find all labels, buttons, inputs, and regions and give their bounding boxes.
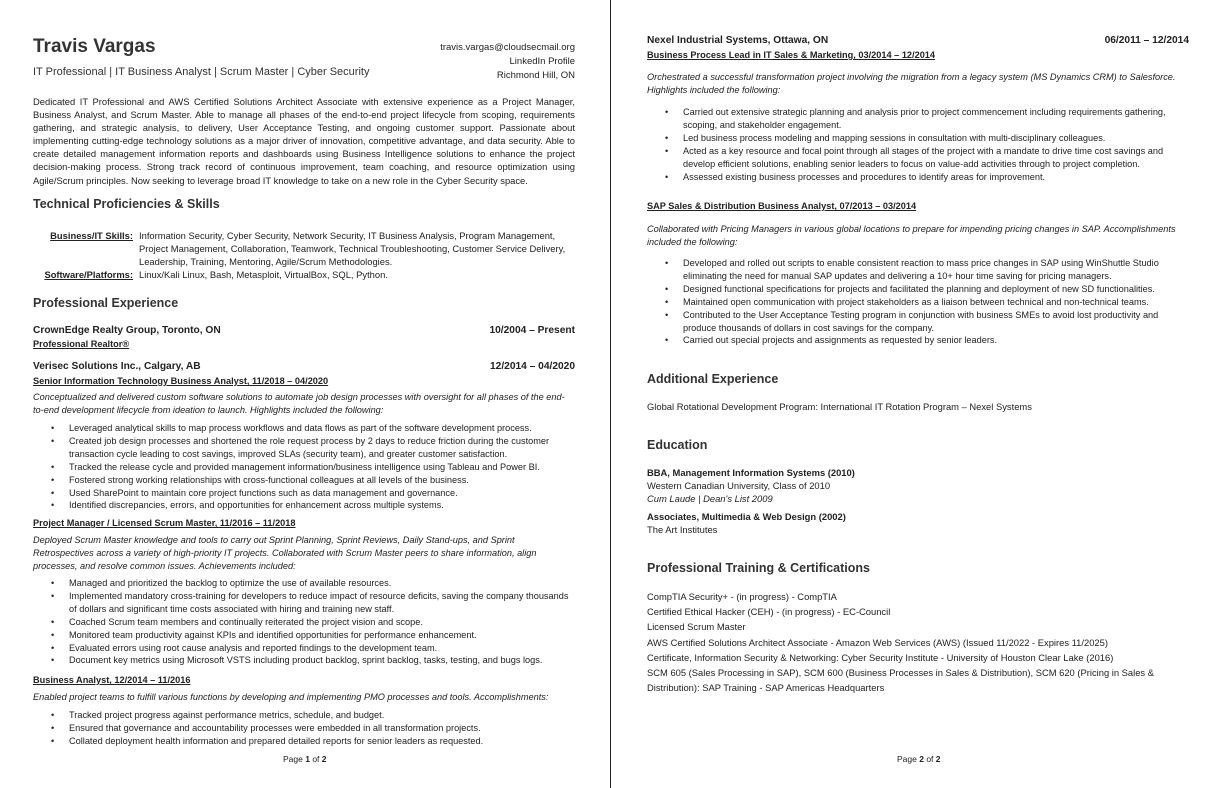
list-item: • Fostered strong working relationships with cross-functional colleagues at all levels of the business.	[69, 474, 575, 487]
role-title: Business Analyst, 12/2014 – 11/2016	[33, 675, 191, 685]
experience-heading: Professional Experience	[33, 296, 179, 310]
list-item: • Led business process modeling and mapping sessions in consultation with multi-disciplinary colleagues.	[683, 132, 1189, 145]
list-item: • Carried out extensive strategic planning and analysis prior to project commencement including requirements gathering, scoping, and stakeholder engagement.	[683, 106, 1189, 132]
bullet-list	[33, 577, 575, 667]
list-item: • Collated deployment health information and prepared detailed reports for senior leaders as requested.	[69, 735, 575, 748]
skills-heading: Technical Proficiencies & Skills	[33, 197, 220, 211]
list-item: • Managed and prioritized the backlog to optimize the use of available resources.	[69, 577, 575, 590]
skills-value: Linux/Kali Linux, Bash, Metasploit, VirtualBox, SQL, Python.	[139, 269, 388, 280]
role-title: SAP Sales & Distribution Business Analyst, 07/2013 – 03/2014	[647, 201, 917, 211]
honors-text: Cum Laude | Dean's List 2009	[647, 493, 773, 504]
linkedin-link[interactable]: LinkedIn Profile	[509, 56, 575, 67]
role-intro: Collaborated with Pricing Managers in various global locations to prepare for impending pricing changes in SAP. Accomplishments included the following:	[647, 224, 1176, 247]
role-title: Professional Realtor®	[33, 339, 130, 349]
list-item: • Acted as a key resource and focal point through all stages of the project with a mandate to drive time cost savings and develop efficient solutions, enabling senior leaders to focus on value-add activities through to project completion.	[683, 145, 1189, 171]
cert-item: Licensed Scrum Master	[647, 621, 746, 633]
role-title: Business Process Lead in IT Sales & Marketing, 03/2014 – 12/2014	[647, 50, 936, 60]
role-title: Project Manager / Licensed Scrum Master, 11/2016 – 11/2018	[33, 518, 296, 528]
list-item: • Identified discrepancies, errors, and opportunities for enhancement across multiple systems.	[69, 499, 575, 512]
role-intro: Enabled project teams to fulfill various functions by developing and implementing PMO processes and tools. Accomplishments:	[33, 692, 549, 702]
resume-page-1	[33, 0, 575, 788]
role-intro: Conceptualized and delivered custom software solutions to automate job design processes with oversight for all phases of the end-to-end development lifecycle from ideation to launch. Highlights included the following:	[33, 392, 565, 415]
list-item: • Tracked the release cycle and provided management information/business intelligence using Tableau and Power BI.	[69, 461, 575, 474]
summary-paragraph: Dedicated IT Professional and AWS Certified Solutions Architect Associate with extensive experience as a Project Manager, Business Analyst, and Scrum Master. Able to manage all phases of the end-to-end project lifecycle from scoping, requirements gathering, and strategic analysis, to delivery, User Acceptance Testing, and ongoing customer support. Passionate about implementing cutting-edge technology solutions as a major driver of innovation, competitive advantage, and data security. Able to create detailed management information reports and dashboards using Business Intelligence solutions to enhance the project decision-making process. Strong track record of continuous improvement, team coaching, and resource optimization using Agile/Scrum principles. Now seeking to leverage broad IT knowledge to take on a new role in the Cyber Security space.	[33, 96, 575, 186]
degree-title: Associates, Multimedia & Web Design (2002)	[647, 511, 846, 522]
school-name: The Art Institutes	[647, 524, 718, 535]
bullet-list	[647, 257, 1189, 347]
company-name: CrownEdge Realty Group, Toronto, ON	[33, 325, 221, 336]
list-item: • Created job design processes and shortened the role request process by 2 days to reduce friction during the customer transaction cycle leading to cost savings, improved SLAs (security team), and greater customer satisfaction.	[69, 435, 575, 461]
candidate-headline: IT Professional | IT Business Analyst | Scrum Master | Cyber Security	[33, 66, 370, 78]
education-entry	[647, 466, 855, 505]
list-item: • Tracked project progress against performance metrics, schedule, and budget.	[69, 709, 575, 722]
skills-row-software	[37, 268, 575, 282]
page-number: Page 2 of 2	[897, 754, 941, 764]
location-text: Richmond Hill, ON	[496, 70, 575, 81]
list-item: • Document key metrics using Microsoft VSTS including product backlog, sprint backlog, tasks, testing, and bugs logs.	[69, 654, 575, 667]
list-item: • Maintained open communication with project stakeholders as a liaison between technical and non-technical teams.	[683, 296, 1189, 309]
list-item: • Leveraged analytical skills to map process workflows and data flows as part of the software development process.	[69, 422, 575, 435]
list-item: • Assessed existing business processes and procedures to identify areas for improvement.	[683, 171, 1189, 184]
education-heading: Education	[647, 438, 708, 452]
list-item: • Designed functional specifications for projects and facilitated the planning and deployment of new SD functionalities.	[683, 283, 1189, 296]
page-divider	[610, 0, 611, 788]
bullet-list	[33, 422, 575, 512]
degree-title: BBA, Management Information Systems (2010)	[647, 467, 855, 478]
cert-item: CompTIA Security+ - (in progress) - CompTIA	[647, 591, 837, 602]
company-name: Verisec Solutions Inc., Calgary, AB	[33, 361, 201, 372]
candidate-name: Travis Vargas	[33, 36, 156, 57]
cert-list	[647, 589, 1189, 695]
job-dates: 12/2014 – 04/2020	[490, 361, 575, 372]
cert-item: Certified Ethical Hacker (CEH) - (in progress) - EC-Council	[647, 606, 891, 618]
additional-heading: Additional Experience	[647, 372, 779, 386]
resume-page-2	[647, 0, 1189, 788]
cert-item: Certificate, Information Security & Networking: Cyber Security Institute - University of Houston Clear Lake (2016)	[647, 651, 1114, 663]
list-item: • Used SharePoint to maintain core project functions such as data management and governance.	[69, 487, 575, 500]
email-link[interactable]: travis.vargas@cloudsecmail.org	[440, 42, 575, 53]
list-item: • Implemented mandatory cross-training for developers to reduce impact of resource deficits, saving the company thousands of dollars and significant time costs associated with hiring and training new staff.	[69, 590, 575, 616]
school-name: Western Canadian University, Class of 2010	[647, 480, 831, 491]
job-dates: 10/2004 – Present	[489, 325, 575, 336]
cert-item: AWS Certified Solutions Architect Associate - Amazon Web Services (AWS) (Issued 11/2022 - Expires 11/2025)	[647, 636, 1108, 648]
page-number: Page 1 of 2	[283, 754, 327, 764]
cert-item: SCM 605 (Sales Processing in SAP), SCM 600 (Business Processes in Sales & Distribution), SCM 620 (Pricing in Sales & Distribution): SAP Training - SAP Americas Headquarters	[647, 667, 1154, 694]
role-intro: Deployed Scrum Master knowledge and tools to carry out Sprint Planning, Sprint Reviews, Daily Stand-ups, and Sprint Retrospectives across a variety of high-priority IT projects. Collaborated with Scrum Master peers to share information, align processes, and resolve common issues. Achievements included:	[33, 535, 537, 571]
additional-text: Global Rotational Development Program: International IT Rotation Program – Nexel Systems	[647, 401, 1032, 412]
bullet-list	[647, 106, 1189, 183]
job-dates: 06/2011 – 12/2014	[1104, 35, 1189, 46]
list-item: • Contributed to the User Acceptance Testing program in conjunction with business SMEs to avoid lost productivity and produce thousands of dollars in cost savings for the company.	[683, 309, 1189, 335]
education-entry	[647, 510, 846, 536]
list-item: • Coached Scrum team members and continually reiterated the project vision and scope.	[69, 616, 575, 629]
role-intro: Orchestrated a successful transformation project involving the migration from a legacy system (MS Dynamics CRM) to Salesforce. Highlights included the following:	[647, 72, 1176, 95]
list-item: • Ensured that governance and accountability processes were embedded in all transformation projects.	[69, 722, 575, 735]
job-header-nexel	[647, 35, 1189, 46]
company-name: Nexel Industrial Systems, Ottawa, ON	[647, 35, 829, 46]
skills-label: Business/IT Skills:	[50, 230, 133, 241]
skills-label: Software/Platforms:	[44, 269, 133, 280]
list-item: • Developed and rolled out scripts to enable consistent reaction to mass price changes in SAP using WinShuttle Studio eliminating the need for manual SAP updates and delivering a 10+ hour time saving for pricing managers.	[683, 257, 1189, 283]
role-title: Senior Information Technology Business Analyst, 11/2018 – 04/2020	[33, 376, 329, 386]
list-item: • Evaluated errors using root cause analysis and reported findings to the development team.	[69, 642, 575, 655]
list-item: • Carried out special projects and assignments as requested by senior leaders.	[683, 334, 1189, 347]
job-header-crownedge	[33, 325, 575, 336]
skills-row-business	[37, 229, 575, 268]
job-header-verisec	[33, 361, 575, 372]
bullet-list	[33, 709, 575, 748]
training-heading: Professional Training & Certifications	[647, 561, 870, 575]
list-item: • Monitored team productivity against KPIs and identified opportunities for performance enhancement.	[69, 629, 575, 642]
skills-value: Information Security, Cyber Security, Network Security, IT Business Analysis, Program Management, Project Management, Collaboration, Teamwork, Technical Troubleshooting, Customer Service Delivery, Leadership, Training, Mentoring, Agile/Scrum Methodologies.	[139, 230, 566, 268]
contact-block	[440, 41, 575, 83]
